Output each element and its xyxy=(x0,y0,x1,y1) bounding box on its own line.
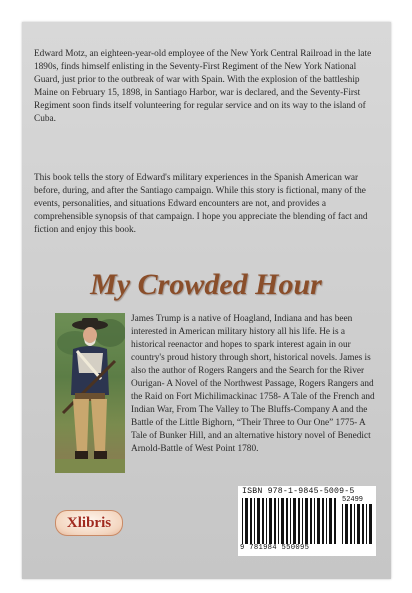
publisher-logo xyxy=(55,510,123,536)
barcode-digits: 9 781984 550095 xyxy=(240,544,310,552)
barcode-bar xyxy=(254,498,255,544)
barcode-bar xyxy=(305,498,308,544)
barcode-bar xyxy=(245,498,248,544)
barcode-bar xyxy=(278,498,279,544)
barcode-bar xyxy=(354,504,355,544)
barcode-bars xyxy=(242,498,338,544)
barcode-bar xyxy=(314,498,315,544)
barcode-bar xyxy=(298,498,300,544)
barcode-bar xyxy=(317,498,320,544)
barcode-bar xyxy=(322,498,324,544)
barcode-bar xyxy=(293,498,296,544)
barcode-bar xyxy=(357,504,360,544)
barcode-bar xyxy=(250,498,252,544)
barcode-bar xyxy=(266,498,267,544)
barcode-bar xyxy=(262,498,264,544)
barcode-bar xyxy=(302,498,303,544)
author-bio: James Trump is a native of Hoagland, Indiana and has been interested in American military history all his life. He is a historical reenactor and hopes to spark interest again in our country's proud history through short, historical novels. James is also the author of Rogers Rangers and the Search for the River Ourigan- A Novel of the Northwest Passage, Rogers Rangers and the Raid on Fort Michilimackinac 1758- A Tale of the French and Indian War, From The Valley to The Bluffs-Company A and the Battle of the Little Bighorn, “Their Three to Our One” 1775- A Tale of Bunker Hill, and an alternative history novel of Benedict Arnold-Battle of West Point 1780. xyxy=(131,314,375,454)
barcode-bar xyxy=(342,504,343,544)
reenactor-figure-icon xyxy=(55,313,125,473)
barcode-bar xyxy=(286,498,288,544)
barcode-bar xyxy=(242,498,243,544)
barcode-bar xyxy=(345,504,348,544)
book-title: My Crowded Hour xyxy=(90,268,322,301)
barcode-bar xyxy=(326,498,327,544)
author-photo xyxy=(55,313,125,473)
price-barcode-bars xyxy=(342,504,372,544)
barcode-bar xyxy=(257,498,260,544)
price-code: 52499 xyxy=(342,496,364,504)
barcode-bar xyxy=(274,498,276,544)
barcode-bar xyxy=(269,498,272,544)
barcode-bar xyxy=(334,498,336,544)
barcode xyxy=(238,486,376,556)
blurb-paragraph-1: Edward Motz, an eighteen-year-old employee of the New York Central Railroad in the late 1890s, finds himself enlisting in the Seventy-First Regiment of the New York National Guard, just prior to the outbreak of war with Spain. With the explosion of the battleship Maine on February 15, 1898, in Santiago Harbor, war is declared, and the Seventy-First Regiment soon finds itself volunteering for regular service and on its way to the island of Cuba. xyxy=(34,49,372,124)
blurb-paragraph-2: This book tells the story of Edward's military experiences in the Spanish American war before, during, and after the Santiago campaign. While this story is fictional, many of the events, personalities, and situations Edward encounters are not, and provides a comprehensible synopsis of that campaign. I hope you appreciate the blending of fact and fiction and enjoy this book. xyxy=(34,173,368,235)
barcode-bar xyxy=(350,504,352,544)
barcode-bar xyxy=(310,498,312,544)
barcode-bar xyxy=(362,504,364,544)
barcode-bar xyxy=(366,504,367,544)
isbn-text: ISBN 978-1-9845-5009-5 xyxy=(242,487,355,496)
barcode-bar xyxy=(369,504,372,544)
publisher-logo-text: Xlibris xyxy=(66,514,112,531)
barcode-bar xyxy=(329,498,332,544)
barcode-bar xyxy=(290,498,291,544)
barcode-bar xyxy=(281,498,284,544)
